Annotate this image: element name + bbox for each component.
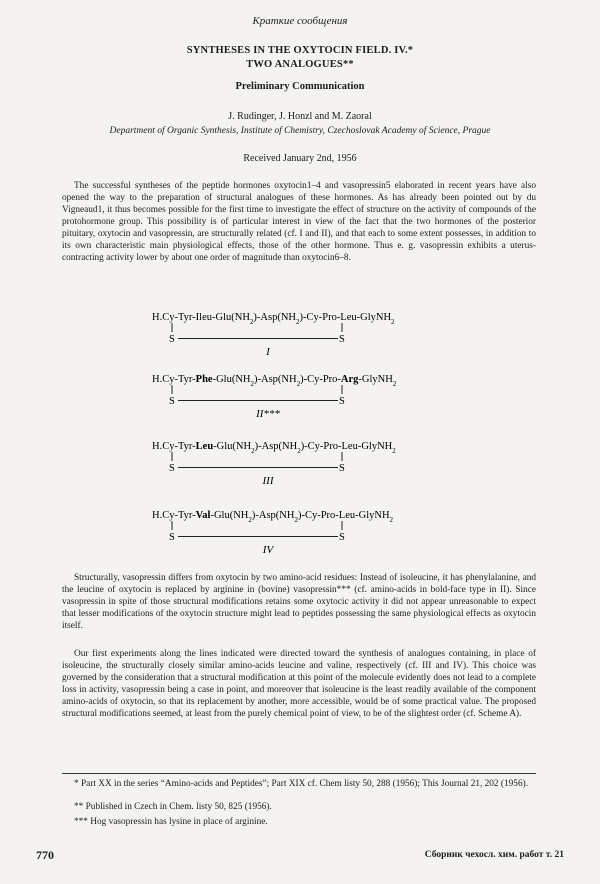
formula-label: III: [262, 475, 274, 487]
formula-4: [152, 510, 394, 556]
peptide-sequence: $H.Cy-Tyr-Ileu-Glu(NH_2)-Asp(NH_2)-Cy-Pro-Leu-GlyNH_2$: [152, 312, 395, 326]
authors: J. Rudinger, J. Honzl and M. Zaoral: [228, 111, 372, 122]
peptide-sequence: $H.Cy-Tyr-Val-Glu(NH_2)-Asp(NH_2)-Cy-Pro-Leu-GlyNH_2$: [152, 510, 394, 524]
article-subtitle: Preliminary Communication: [235, 81, 365, 92]
formula-3: [152, 441, 396, 487]
paragraph-structure: Structurally, vasopressin differs from oxytocin by two amino-acid residues: Instead of isoleucine, it has phenylalanine, and the leucine of oxytocin is replaced by arginine in (bovine) vasopressin*** (cf. amino-acids in bold-face type in II). Since vasopressin in spite of those structural modifications retains some oxytocic activity it did not appear unreasonable to expect that lesser modifications of the oxytocin structure might lead to peptides possessing the same physiological effects as oxytocin itself.: [62, 573, 536, 631]
footnote-1: * Part XX in the series “Amino-acids and Peptides”; Part XIX cf. Chem listy 50, 288 (1956); This Journal 21, 202 (1956).: [74, 779, 529, 789]
paragraph-experiments: Our first experiments along the lines indicated were directed toward the synthesis of analogues containing, in place of isoleucine, the structurally closely similar amino-acids leucine and valine, respectively (cf. III and IV). This choice was governed by the consideration that a structural modification at this point of the molecule evidently does not lead to a complete loss in activity, vasopressin being a case in point, and moreover that isoleucine is the least readily available of the component amino-acids of oxytocin, so that its replacement by another, more accessible, would be of some practical value. The proposed structural modifications seemed, at least from the purely chemical point of view, to be of the slightest order (cf. Scheme A).: [62, 649, 536, 719]
article-title-line-2: TWO ANALOGUES**: [246, 59, 354, 70]
running-head: Краткие сообщения: [252, 15, 348, 27]
sulfur-right: S: [339, 463, 345, 474]
peptide-sequence: $H.Cy-Tyr-Phe-Glu(NH_2)-Asp(NH_2)-Cy-Pro-Arg-GlyNH_2$: [152, 374, 397, 388]
footnote-rule: [62, 773, 536, 774]
formula-label: II***: [256, 408, 280, 420]
received-date: Received January 2nd, 1956: [243, 153, 357, 164]
formula-label: IV: [262, 544, 274, 556]
journal-footer: Сборник чехосл. хим. работ т. 21: [424, 850, 564, 860]
formula-2: [152, 374, 397, 420]
affiliation: Department of Organic Synthesis, Institute of Chemistry, Czechoslovak Academy of Science, Prague: [109, 126, 491, 136]
sulfur-left: S: [169, 532, 175, 543]
footnote-3: *** Hog vasopressin has lysine in place of arginine.: [74, 817, 268, 827]
sulfur-right: S: [339, 532, 345, 543]
page-number: 770: [36, 848, 54, 862]
paragraph-intro: The successful syntheses of the peptide hormones oxytocin1–4 and vasopressin5 elaborated in recent years have also opened the way to the preparation of structural analogues of these hormones. As has already been pointed out by du Vigneaud1, it thus becomes possible for the first time to investigate the effect of structure on the activity of compounds of the protohormone group. This possibility is of particular interest in view of the fact that the two hormones of the posterior pituitary, oxytocin and vasopressin, are structurally related (cf. I and II), and that each to some extent possesses, in addition to its own characteristic main physiological effects, those of the other hormone. Thus e. g. vasopressin exhibits a uterus-contracting activity lower by about one order of magnitude than oxytocin6–8.: [62, 181, 536, 263]
formula-label: I: [266, 346, 270, 358]
sulfur-right: S: [339, 334, 345, 345]
peptide-sequence: $H.Cy-Tyr-Leu-Glu(NH_2)-Asp(NH_2)-Cy-Pro-Leu-GlyNH_2$: [152, 441, 396, 455]
sulfur-left: S: [169, 334, 175, 345]
formula-1: [152, 312, 395, 358]
sulfur-left: S: [169, 396, 175, 407]
sulfur-left: S: [169, 463, 175, 474]
sulfur-right: S: [339, 396, 345, 407]
footnote-2: ** Published in Czech in Chem. listy 50, 825 (1956).: [74, 802, 272, 812]
article-title-line-1: SYNTHESES IN THE OXYTOCIN FIELD. IV.*: [186, 45, 414, 56]
